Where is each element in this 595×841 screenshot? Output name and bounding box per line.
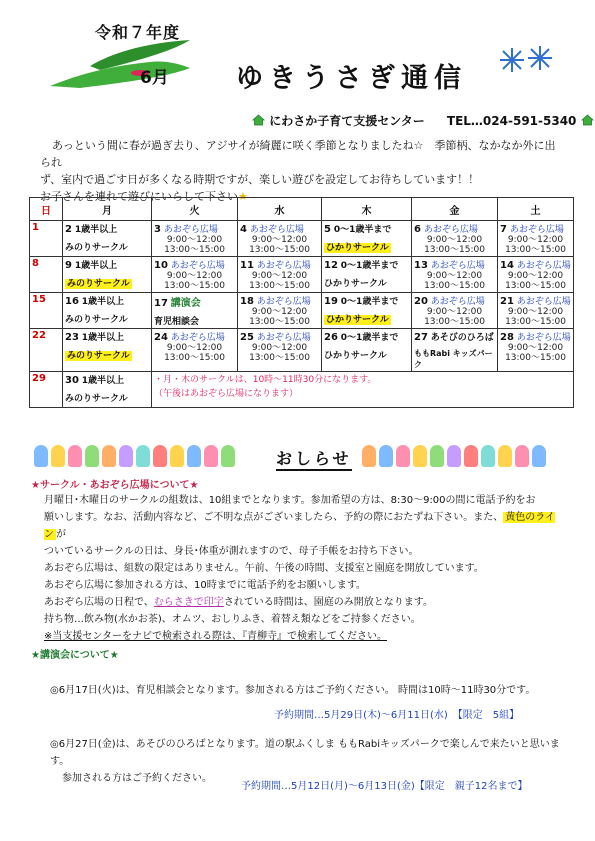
event-age: 0～1歳半まで <box>333 225 392 235</box>
event-time: 9:00～12:00 <box>426 271 483 281</box>
newsletter-title: ゆきうさぎ通信 <box>236 63 467 94</box>
center-name: にわさか子育て支援センター <box>269 114 425 128</box>
notice-line: 参加される方はご予約ください。 <box>62 773 212 784</box>
event-name: 講演会 <box>170 298 201 309</box>
event-name: ひかりサークル <box>324 279 387 289</box>
day-number: 28 <box>500 332 514 343</box>
event-name: あそびのひろば <box>430 333 494 343</box>
green-brush-decoration <box>40 36 200 98</box>
event-name: あおぞら広場 <box>256 333 311 343</box>
event-time: 9:00～12:00 <box>507 271 564 281</box>
notice-line <box>44 509 564 543</box>
event-time: 9:00～12:00 <box>166 235 223 245</box>
event-time: 13:00～15:00 <box>249 317 310 327</box>
event-time: 13:00～15:00 <box>505 245 566 255</box>
day-number: 23 <box>65 332 79 343</box>
day-cell <box>322 221 412 257</box>
day-number: 24 <box>154 332 168 343</box>
circle-section-title: ★サークル・あおぞら広場について★ <box>31 480 199 491</box>
event-time: 9:00～12:00 <box>507 235 564 245</box>
header-thu: 木 <box>322 198 412 221</box>
day-cell <box>152 221 238 257</box>
event-name: あおぞら広場 <box>423 225 478 235</box>
calendar-header-row <box>30 198 574 221</box>
event-time: 9:00～12:00 <box>426 235 483 245</box>
event-name: みのりサークル <box>65 394 128 404</box>
calendar-note: （午後はあおぞら広場になります） <box>154 389 299 399</box>
event-name-highlighted: ひかりサークル <box>326 315 389 325</box>
day-cell <box>63 257 152 293</box>
event-name: あおぞら広場 <box>509 225 564 235</box>
fiscal-year-label: 令和７年度 <box>95 23 181 42</box>
day-cell <box>412 257 498 293</box>
event-time: 13:00～15:00 <box>249 245 310 255</box>
header-wed: 水 <box>238 198 322 221</box>
calendar-week-row <box>30 329 574 372</box>
event-time: 13:00～15:00 <box>164 281 225 291</box>
day-cell <box>152 329 238 372</box>
day-number: 17 <box>154 298 168 309</box>
lecture-paragraph-1: ◎6月17日(火)は、育児相談会となります。参加される方はご予約ください。 時間は10時～11時30分です。 <box>50 685 536 696</box>
event-name: あおぞら広場 <box>256 261 311 271</box>
center-info <box>252 112 594 129</box>
day-cell <box>238 221 322 257</box>
day-cell <box>152 257 238 293</box>
notice-line: 持ち物…飲み物(水かお茶)、オムツ、おしりふき、着替え類などをご持参ください。 <box>44 614 421 625</box>
event-name: あおぞら広場 <box>170 261 225 271</box>
event-name: あおぞら広場 <box>249 225 304 235</box>
star-icon: ★ <box>238 190 248 203</box>
day-number: 20 <box>414 296 428 307</box>
notice-line <box>44 594 564 611</box>
day-cell <box>322 329 412 372</box>
day-number: 25 <box>240 332 254 343</box>
notice-line: ◎6月27日(金)は、あそびのひろばとなります。道の駅ふくしま ももRabiキッズパークで楽しんで来たいと思います。 <box>50 739 560 767</box>
yellow-line-text: 黄色のライン <box>44 512 555 540</box>
event-time: 13:00～15:00 <box>249 353 310 363</box>
event-time: 9:00～12:00 <box>251 235 308 245</box>
event-age: 1歳半以上 <box>81 297 125 307</box>
house-icon <box>581 114 594 126</box>
day-cell <box>498 221 574 257</box>
event-age: 1歳半以上 <box>81 376 125 386</box>
event-detail: 育児相談会 <box>154 317 200 327</box>
intro-text <box>40 137 560 205</box>
day-cell <box>30 221 63 257</box>
event-time: 9:00～12:00 <box>507 343 564 353</box>
header-sat: 土 <box>498 198 574 221</box>
event-time: 9:00～12:00 <box>166 271 223 281</box>
header-tue: 火 <box>152 198 238 221</box>
event-age: 1歳半以上 <box>81 333 125 343</box>
notice-text: されている時間は、園庭のみ開放となります。 <box>223 597 434 608</box>
intro-line-text: お子さんを連れて遊びにいらして下さい <box>40 190 238 203</box>
day-number: 30 <box>65 375 79 386</box>
day-number: 21 <box>500 296 514 307</box>
day-cell <box>63 221 152 257</box>
day-number: 15 <box>32 294 46 305</box>
day-number: 11 <box>240 260 254 271</box>
intro-line: ず、室内で過ごす日が多くなる時期ですが、楽しい遊びを設定してお待ちしています！！ <box>40 173 480 186</box>
day-number: 12 <box>324 260 338 271</box>
day-cell <box>238 329 322 372</box>
event-time: 9:00～12:00 <box>166 343 223 353</box>
event-time: 13:00～15:00 <box>164 353 225 363</box>
calendar-note: ・月・木のサークルは、10時～11時30分になります。 <box>154 375 377 385</box>
day-number: 10 <box>154 260 168 271</box>
day-cell <box>498 329 574 372</box>
event-time: 13:00～15:00 <box>505 317 566 327</box>
reservation-period-2: 予約期間…5月12日(月)～6月13日(金)【限定 親子12名まで】 <box>241 781 528 792</box>
day-number: 27 <box>414 332 428 343</box>
day-cell <box>63 372 152 408</box>
event-time: 13:00～15:00 <box>424 245 485 255</box>
event-name: あおぞら広場 <box>430 297 485 307</box>
notice-text: が <box>56 529 66 540</box>
notice-line: あおぞら広場は、組数の限定はありません。午前、午後の時間、支援室と園庭を開放しています。 <box>44 563 484 574</box>
event-age: 1歳半以上 <box>74 261 118 271</box>
day-cell <box>412 221 498 257</box>
calendar-week-row <box>30 372 574 408</box>
notice-text: 願いします。なお、活動内容など、ご不明な点がございましたら、予約の際におたずね下さい。また、 <box>44 512 504 523</box>
event-time: 9:00～12:00 <box>251 271 308 281</box>
day-number: 14 <box>500 260 514 271</box>
day-cell <box>63 293 152 329</box>
intro-line: あっという間に春が過ぎ去り、アジサイが綺麗に咲く季節となりましたね☆ 季節柄、なかなか外に出られ <box>40 139 556 169</box>
day-number: 8 <box>32 258 39 269</box>
house-icon <box>252 114 265 126</box>
event-time: 9:00～12:00 <box>426 307 483 317</box>
event-age: 0～1歳半まで <box>340 297 399 307</box>
doll-decoration-right <box>362 445 549 471</box>
event-age: 0～1歳半まで <box>340 333 399 343</box>
day-number: 18 <box>240 296 254 307</box>
event-name-highlighted: みのりサークル <box>67 351 130 361</box>
day-cell <box>412 329 498 372</box>
day-cell <box>30 293 63 329</box>
header-sun: 日 <box>30 198 63 221</box>
day-number: 9 <box>65 260 72 271</box>
notice-line: 月曜日･木曜日のサークルの組数は、10組までとなります。参加希望の方は、8:30～9:00の間に電話予約をお <box>44 495 536 506</box>
event-name: あおぞら広場 <box>163 225 218 235</box>
event-name: あおぞら広場 <box>516 297 571 307</box>
event-time: 9:00～12:00 <box>251 307 308 317</box>
snowflake-icon <box>492 40 562 80</box>
event-name: あおぞら広場 <box>256 297 311 307</box>
day-cell <box>152 293 238 329</box>
event-age: 0～1歳半まで <box>340 261 399 271</box>
navigation-note: ※当支援センターをナビで検索される際は、『青柳寺』で検索してください。 <box>44 631 387 642</box>
day-cell <box>30 372 63 408</box>
event-name: あおぞら広場 <box>516 333 571 343</box>
telephone-number: TEL…024-591-5340 <box>446 114 577 128</box>
day-cell <box>63 329 152 372</box>
day-number: 7 <box>500 224 507 235</box>
event-age: 1歳半以上 <box>74 225 118 235</box>
event-name: みのりサークル <box>65 243 128 253</box>
header-mon: 月 <box>63 198 152 221</box>
day-number: 29 <box>32 373 46 384</box>
notice-line: ついているサークルの日は、身長･体重が測れますので、母子手帳をお持ち下さい。 <box>44 546 419 557</box>
doll-decoration-left <box>34 445 238 471</box>
calendar-week-row <box>30 293 574 329</box>
calendar-table <box>29 197 574 408</box>
event-time: 9:00～12:00 <box>251 343 308 353</box>
day-number: 1 <box>32 222 39 233</box>
day-cell <box>498 293 574 329</box>
day-cell <box>238 293 322 329</box>
event-time: 13:00～15:00 <box>424 281 485 291</box>
day-number: 3 <box>154 224 161 235</box>
day-number: 5 <box>324 224 331 235</box>
day-number: 19 <box>324 296 338 307</box>
day-number: 26 <box>324 332 338 343</box>
day-number: 6 <box>414 224 421 235</box>
event-detail: ももRabi キッズパーク <box>414 349 493 369</box>
day-number: 13 <box>414 260 428 271</box>
notice-text: あおぞら広場の日程で、 <box>44 597 154 608</box>
event-name-highlighted: みのりサークル <box>67 279 130 289</box>
event-time: 13:00～15:00 <box>505 281 566 291</box>
day-cell <box>322 293 412 329</box>
event-time: 13:00～15:00 <box>424 317 485 327</box>
circle-section-body <box>44 492 564 645</box>
notice-heading: おしらせ <box>276 446 352 471</box>
day-cell <box>412 293 498 329</box>
event-time: 13:00～15:00 <box>505 353 566 363</box>
day-cell <box>30 257 63 293</box>
reservation-period-1: 予約期間…5月29日(木)～6月11日(水) 【限定 5組】 <box>274 710 520 721</box>
purple-print-text: むらさきで印字 <box>153 597 224 608</box>
day-number: 16 <box>65 296 79 307</box>
calendar-note-cell <box>152 372 574 408</box>
day-cell <box>238 257 322 293</box>
event-time: 13:00～15:00 <box>249 281 310 291</box>
event-name-highlighted: ひかりサークル <box>326 243 389 253</box>
day-number: 22 <box>32 330 46 341</box>
event-time: 9:00～12:00 <box>507 307 564 317</box>
month-label: 6月 <box>140 68 169 88</box>
calendar-week-row <box>30 221 574 257</box>
event-name: あおぞら広場 <box>430 261 485 271</box>
day-number: 4 <box>240 224 247 235</box>
calendar-week-row <box>30 257 574 293</box>
header-fri: 金 <box>412 198 498 221</box>
day-cell <box>30 329 63 372</box>
event-name: みのりサークル <box>65 315 128 325</box>
day-cell <box>322 257 412 293</box>
day-cell <box>498 257 574 293</box>
event-name: あおぞら広場 <box>516 261 571 271</box>
notice-line: あおぞら広場に参加される方は、10時までに電話予約をお願いします。 <box>44 580 366 591</box>
event-time: 13:00～15:00 <box>164 245 225 255</box>
event-name: ひかりサークル <box>324 351 387 361</box>
event-name: あおぞら広場 <box>170 333 225 343</box>
day-number: 2 <box>65 224 72 235</box>
lecture-section-title: ★講演会について★ <box>31 650 119 661</box>
